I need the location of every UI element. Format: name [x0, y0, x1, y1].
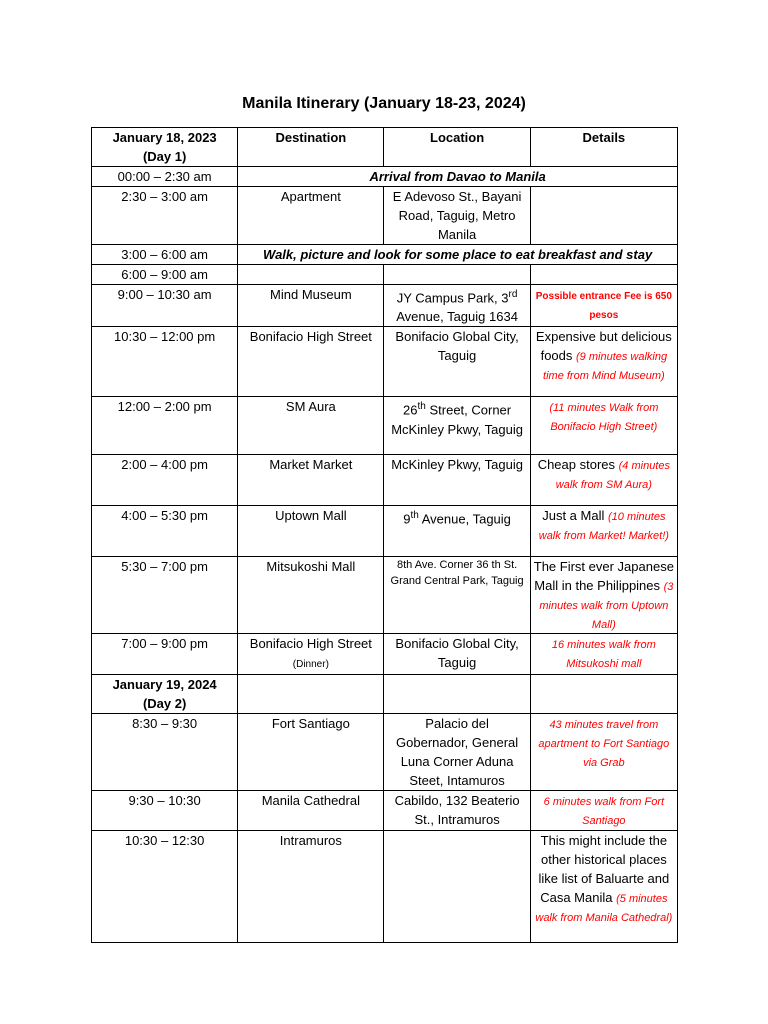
time-cell: 10:30 – 12:30: [92, 831, 238, 943]
time-cell: 10:30 – 12:00 pm: [92, 327, 238, 397]
location-cell: [384, 397, 530, 455]
location-cell: [384, 675, 530, 714]
destination-cell: Uptown Mall: [238, 506, 384, 557]
header-details: Details: [530, 128, 677, 167]
details-cell: [530, 397, 677, 455]
destination-text: Bonifacio High Street: [249, 636, 372, 652]
location-text: Avenue, Taguig 1634: [396, 309, 518, 325]
table-row: [92, 634, 678, 675]
details-note: Possible entrance Fee is 650 pesos: [535, 291, 672, 321]
details-text: Expensive but delicious foods: [535, 329, 672, 364]
location-text: JY Campus Park, 3: [396, 290, 509, 306]
destination-cell: Apartment: [238, 187, 384, 245]
location-cell: [384, 265, 530, 285]
details-cell: [530, 327, 677, 397]
span-cell: Arrival from Davao to Manila: [238, 167, 678, 187]
destination-cell: [238, 634, 384, 675]
details-note: (4 minutes walk from SM Aura): [555, 460, 670, 492]
header-day: [92, 128, 238, 167]
time-cell: 5:30 – 7:00 pm: [92, 557, 238, 634]
location-cell: Bonifacio Global City, Taguig: [384, 634, 530, 675]
details-cell: [530, 675, 677, 714]
location-cell: Bonifacio Global City, Taguig: [384, 327, 530, 397]
details-cell: [530, 557, 677, 634]
table-row: [92, 455, 678, 506]
day-date: January 19, 2024: [112, 677, 217, 693]
location-cell: Cabildo, 132 Beaterio St., Intramuros: [384, 791, 530, 831]
details-note: (11 minutes Walk from Bonifacio High Street): [549, 402, 659, 434]
itinerary-table: [91, 127, 678, 943]
location-cell: [384, 285, 530, 327]
time-cell: 2:30 – 3:00 am: [92, 187, 238, 245]
time-cell: 9:00 – 10:30 am: [92, 285, 238, 327]
table-row: [92, 557, 678, 634]
location-cell: [384, 831, 530, 943]
table-row: [92, 245, 678, 265]
destination-cell: Intramuros: [238, 831, 384, 943]
location-sup: th: [417, 401, 426, 413]
details-text: The First ever Japanese Mall in the Philippines: [533, 559, 674, 594]
details-note: (9 minutes walking time from Mind Museum): [543, 351, 668, 383]
time-cell: 12:00 – 2:00 pm: [92, 397, 238, 455]
location-cell: McKinley Pkwy, Taguig: [384, 455, 530, 506]
details-cell: [530, 455, 677, 506]
header-location: Location: [384, 128, 530, 167]
location-cell: Palacio del Gobernador, General Luna Corner Aduna Steet, Intamuros: [384, 714, 530, 791]
details-cell: [530, 791, 677, 831]
location-text: 9: [403, 511, 411, 527]
details-note: (3 minutes walk from Uptown Mall): [539, 581, 674, 632]
details-cell: [530, 714, 677, 791]
location-sup: rd: [508, 289, 518, 300]
table-row: [92, 714, 678, 791]
header-day-date: January 18, 2023: [112, 130, 217, 145]
destination-cell: [238, 265, 384, 285]
location-text: Avenue, Taguig: [418, 511, 511, 527]
details-cell: [530, 265, 677, 285]
table-row: [92, 285, 678, 327]
document-title: Manila Itinerary (January 18-23, 2024): [242, 95, 526, 112]
details-cell: [530, 634, 677, 675]
table-row: [92, 327, 678, 397]
location-cell: E Adevoso St., Bayani Road, Taguig, Metro Manila: [384, 187, 530, 245]
table-header-row: [92, 128, 678, 167]
details-note: 43 minutes travel from apartment to Fort Santiago via Grab: [538, 719, 670, 770]
day-header-cell: [92, 675, 238, 714]
table-row: [92, 506, 678, 557]
details-cell: [530, 187, 677, 245]
table-row: [92, 265, 678, 285]
span-cell: Walk, picture and look for some place to eat breakfast and stay: [238, 245, 678, 265]
destination-cell: Market Market: [238, 455, 384, 506]
details-cell: [530, 506, 677, 557]
details-cell: [530, 285, 677, 327]
details-note: (10 minutes walk from Market! Market!): [538, 511, 669, 543]
table-row: [92, 831, 678, 943]
details-text: This might include the other historical places like list of Baluarte and Casa Manila: [538, 833, 670, 906]
header-destination: Destination: [238, 128, 384, 167]
destination-cell: Mitsukoshi Mall: [238, 557, 384, 634]
details-cell: [530, 831, 677, 943]
time-cell: 8:30 – 9:30: [92, 714, 238, 791]
details-text: Cheap stores: [537, 457, 616, 473]
location-sup: th: [410, 510, 419, 522]
destination-cell: Mind Museum: [238, 285, 384, 327]
location-cell: [384, 506, 530, 557]
time-cell: 3:00 – 6:00 am: [92, 245, 238, 265]
table-row: [92, 187, 678, 245]
day-sub: (Day 2): [142, 696, 187, 712]
destination-cell: Bonifacio High Street: [238, 327, 384, 397]
destination-cell: Manila Cathedral: [238, 791, 384, 831]
table-row: [92, 791, 678, 831]
destination-cell: SM Aura: [238, 397, 384, 455]
details-note: 6 minutes walk from Fort Santiago: [543, 796, 665, 828]
time-cell: 7:00 – 9:00 pm: [92, 634, 238, 675]
destination-cell: Fort Santiago: [238, 714, 384, 791]
table-row: [92, 675, 678, 714]
destination-sub: (Dinner): [292, 659, 329, 671]
time-cell: 4:00 – 5:30 pm: [92, 506, 238, 557]
table-row: [92, 397, 678, 455]
table-row: [92, 167, 678, 187]
time-cell: 2:00 – 4:00 pm: [92, 455, 238, 506]
details-note: (5 minutes walk from Manila Cathedral): [535, 893, 673, 925]
time-cell: 6:00 – 9:00 am: [92, 265, 238, 285]
time-cell: 00:00 – 2:30 am: [92, 167, 238, 187]
header-day-sub: (Day 1): [142, 149, 187, 164]
time-cell: 9:30 – 10:30: [92, 791, 238, 831]
location-text: 26: [403, 402, 418, 418]
details-text: Just a Mall: [542, 508, 605, 524]
details-note: 16 minutes walk from Mitsukoshi mall: [551, 639, 656, 671]
location-text: Street, Corner McKinley Pkwy, Taguig: [391, 402, 523, 437]
location-cell: 8th Ave. Corner 36 th St. Grand Central Park, Taguig: [384, 557, 530, 634]
destination-cell: [238, 675, 384, 714]
